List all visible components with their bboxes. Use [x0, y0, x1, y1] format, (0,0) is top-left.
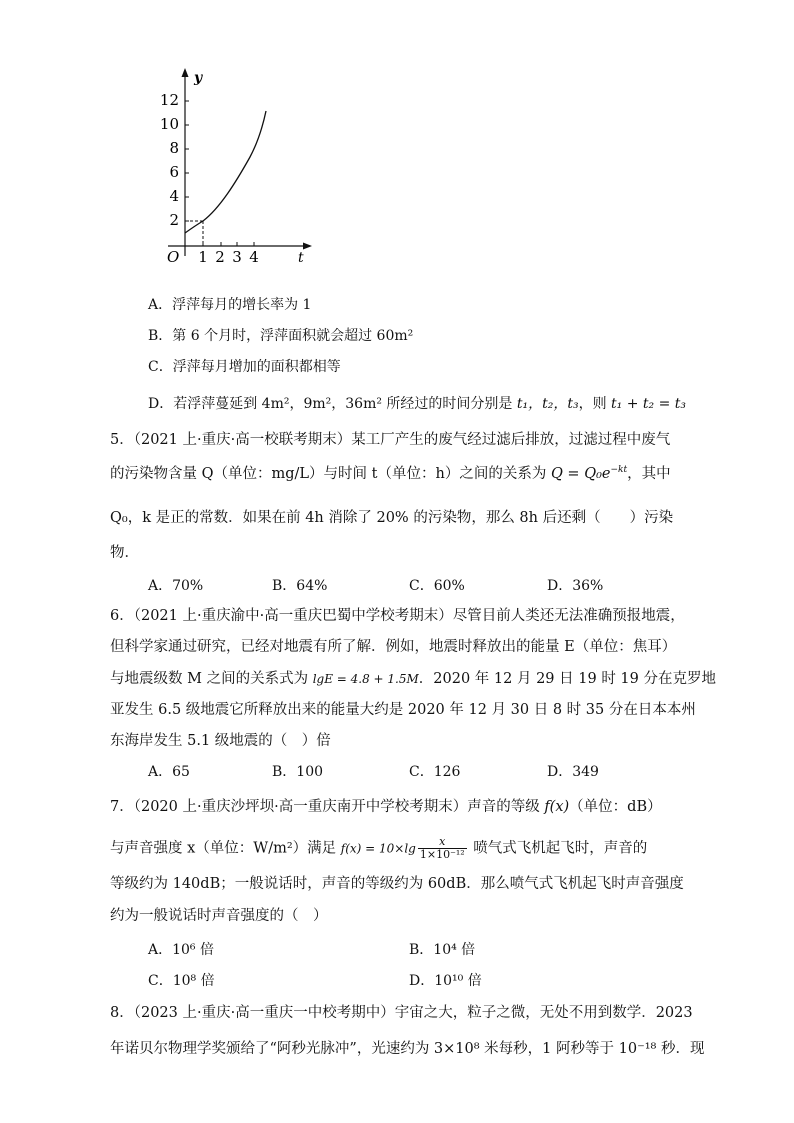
y-tick-label: 6 — [169, 163, 179, 181]
x-tick-label: 3 — [232, 248, 242, 266]
q5-line-3: Q₀，k 是正的常数．如果在前 4h 消除了 20% 的污染物，那么 8h 后还剩（ ）污染 — [110, 510, 674, 526]
q6-line-4: 亚发生 6.5 级地震它所释放出来的能量大约是 2020 年 12 月 30 日 8 时 35 分在日本本州 — [110, 702, 696, 718]
y-tick-label: 2 — [169, 211, 179, 229]
q4-option-d-vars: t₁，t₂，t₃ — [516, 396, 579, 412]
x-tick-label: 2 — [215, 248, 225, 266]
q4-option-d-text: D．若浮萍蔓延到 4m²，9m²，36m² 所经过的时间分别是 — [148, 396, 517, 412]
q7-option-a[interactable]: A．10⁶ 倍 — [148, 942, 214, 958]
q7-line-2-text: 与声音强度 x（单位：W/m²）满足 — [110, 840, 341, 857]
q5-option-b[interactable]: B．64% — [272, 578, 328, 594]
q7-line-1-text: 7．（2020 上·重庆沙坪坝·高一重庆南开中学校考期末）声音的等级 — [110, 799, 545, 815]
q7-line-2 — [110, 836, 647, 861]
q6-line-3-tail: ．2020 年 12 月 29 日 19 时 19 分在克罗地 — [418, 671, 716, 687]
q6-option-c[interactable]: C．126 — [409, 764, 461, 780]
growth-graph — [150, 62, 330, 272]
y-tick-label: 8 — [169, 139, 179, 157]
y-tick-label: 4 — [169, 187, 179, 205]
x-axis-arrow — [303, 243, 312, 250]
q6-line-2: 但科学家通过研究，已经对地震有所了解．例如，地震时释放出的能量 E（单位：焦耳） — [110, 639, 677, 655]
q4-option-d-mid: ，则 — [578, 396, 612, 412]
q8-line-2: 年诺贝尔物理学奖颁给了“阿秒光脉冲”，光速约为 3×10⁸ 米每秒，1 阿秒等于 10⁻¹⁸ 秒．现 — [110, 1041, 705, 1057]
q5-option-a[interactable]: A．70% — [148, 578, 204, 594]
q6-option-a[interactable]: A．65 — [148, 764, 190, 780]
x-tick-label: 1 — [198, 248, 208, 266]
q5-formula-exponent: −kt — [610, 465, 628, 476]
q6-formula: lgE = 4.8 + 1.5M — [312, 672, 419, 686]
q7-option-d[interactable]: D．10¹⁰ 倍 — [409, 973, 482, 989]
q7-function: f(x) — [544, 799, 570, 815]
q5-formula: Q = Q₀e — [550, 466, 611, 482]
q7-line-3: 等级约为 140dB；一般说话时，声音的等级约为 60dB．那么喷气式飞机起飞时声音强度 — [110, 876, 684, 892]
q7-option-b[interactable]: B．10⁴ 倍 — [409, 942, 476, 958]
y-axis-label: y — [194, 70, 203, 86]
q6-line-3 — [110, 672, 716, 687]
q8-line-1: 8．（2023 上·重庆·高一重庆一中校考期中）宇宙之大，粒子之微，无处不用到数学．2023 — [110, 1005, 693, 1021]
q4-option-a[interactable]: A．浮萍每月的增长率为 1 — [148, 297, 312, 313]
q6-line-5: 东海岸发生 5.1 级地震的（ ）倍 — [110, 733, 331, 749]
q7-fraction-denominator: 1×10⁻¹² — [419, 848, 465, 862]
q6-option-d[interactable]: D．349 — [547, 764, 599, 780]
q5-line-4: 物． — [110, 545, 139, 561]
q4-option-d[interactable] — [148, 397, 686, 411]
x-tick-label: 4 — [249, 248, 259, 266]
q7-line-1-tail: （单位：dB） — [569, 799, 662, 815]
q7-line-1 — [110, 800, 662, 815]
q4-option-b[interactable]: B．第 6 个月时，浮萍面积就会超过 60m² — [148, 328, 414, 344]
q5-line-2 — [110, 467, 671, 482]
origin-label: O — [167, 248, 180, 266]
y-tick-label: 10 — [159, 115, 179, 133]
q5-line-1: 5．（2021 上·重庆·高一校联考期末）某工厂产生的废气经过滤后排放，过滤过程中废气 — [110, 432, 671, 448]
growth-curve — [185, 111, 266, 233]
q7-fraction — [418, 836, 467, 861]
q7-option-c[interactable]: C．10⁸ 倍 — [148, 973, 215, 989]
q7-fraction-numerator: x — [418, 836, 467, 849]
q5-line-2-text: 的污染物含量 Q（单位：mg/L）与时间 t（单位：h）之间的关系为 — [110, 466, 551, 482]
q6-line-1: 6．（2021 上·重庆渝中·高一重庆巴蜀中学校考期末）尽管目前人类还无法准确预报地震， — [110, 608, 685, 624]
q7-line-4: 约为一般说话时声音强度的（ ） — [110, 908, 328, 924]
q7-formula: f(x) = 10×lg — [340, 841, 416, 856]
q5-line-2-tail: ，其中 — [627, 466, 671, 482]
q5-option-d[interactable]: D．36% — [547, 578, 604, 594]
q7-line-2-tail: 喷气式飞机起飞时，声音的 — [468, 840, 648, 857]
q4-option-c[interactable]: C．浮萍每月增加的面积都相等 — [148, 359, 341, 375]
q5-option-c[interactable]: C．60% — [409, 578, 465, 594]
y-tick-label: 12 — [159, 91, 179, 109]
x-axis-label: t — [298, 250, 304, 266]
q6-option-b[interactable]: B．100 — [272, 764, 324, 780]
y-axis-arrow — [182, 68, 189, 77]
q6-line-3-text: 与地震级数 M 之间的关系式为 — [110, 671, 313, 687]
q4-option-d-equation: t₁ + t₂ = t₃ — [611, 396, 687, 412]
